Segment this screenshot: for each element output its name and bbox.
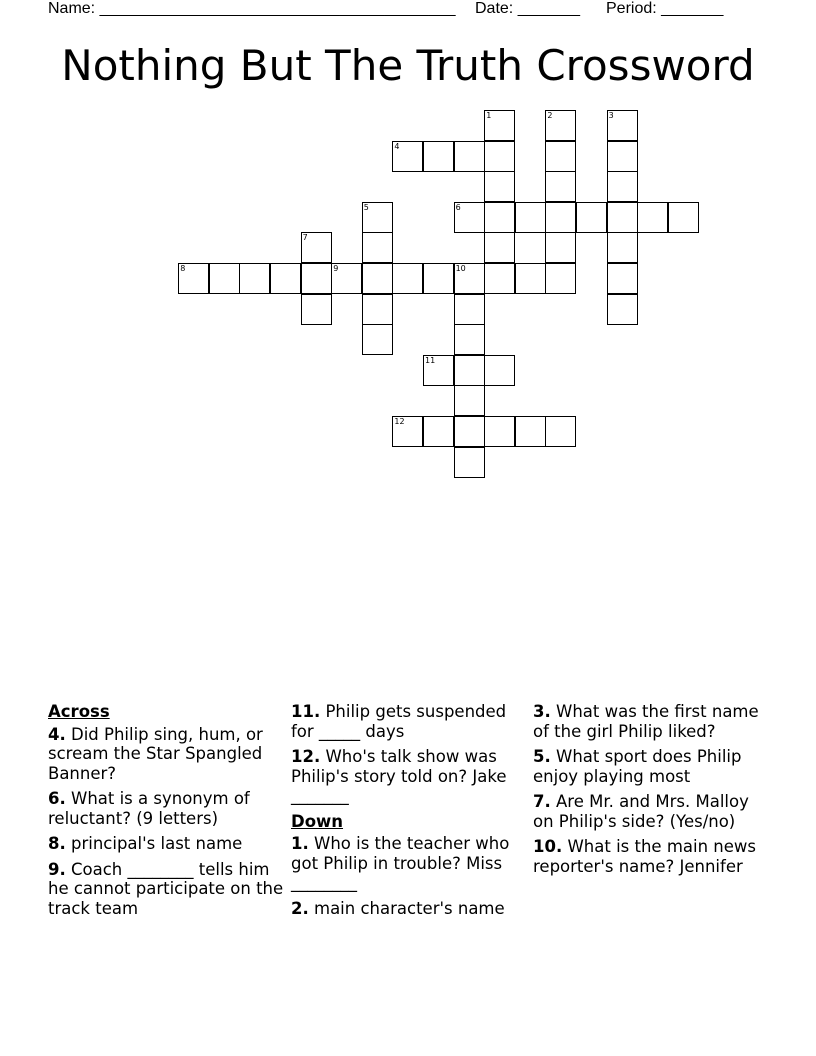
grid-cell[interactable] [454,141,485,172]
cell-number: 7 [302,233,308,243]
clue-text: Are Mr. and Mrs. Malloy on Philip's side? (Yes/no) [533,792,749,831]
clue-number: 11. [291,702,321,721]
grid-cell[interactable] [607,141,638,172]
grid-cell[interactable] [484,355,515,386]
clue-number: 2. [291,898,309,918]
cell-number: 1 [486,111,492,120]
cell-number: 10 [455,264,466,273]
grid-cell[interactable] [607,110,638,141]
grid-cell[interactable] [484,141,515,172]
clue-item [48,860,288,919]
clue-text: Who is the teacher who got Philip in trouble? Miss ________ [291,834,510,892]
clue-text: What sport does Philip enjoy playing most [533,747,742,786]
grid-cell[interactable] [484,202,515,233]
cell-number: 8 [180,264,186,273]
cell-number: 12 [394,417,405,426]
grid-cell[interactable] [454,447,485,478]
grid-cell[interactable] [423,141,454,172]
clue-number: 10. [533,837,563,856]
cell-number: 5 [363,202,369,212]
clues-column-1 [48,702,288,924]
clue-number: 1. [291,834,309,853]
grid-cell[interactable] [362,202,393,233]
clue-number: 9. [48,859,66,879]
grid-cell[interactable] [362,294,393,325]
clue-number: 12. [291,747,321,766]
grid-cell[interactable] [545,110,576,141]
clue-item [533,747,773,786]
grid-cell[interactable] [545,416,576,447]
cell-number: 9 [333,264,339,273]
grid-cell[interactable] [545,263,576,294]
grid-cell[interactable] [515,263,546,294]
clue-item [48,789,288,828]
grid-cell[interactable] [392,263,423,294]
grid-cell[interactable] [301,263,332,294]
grid-cell[interactable] [454,385,485,416]
clue-text: What is the main news reporter's name? Jennifer [533,837,757,876]
cell-number: 2 [547,111,553,120]
grid-cell[interactable] [362,232,393,263]
grid-cell[interactable] [607,263,638,294]
period-field-label[interactable]: Period: _______ [606,0,724,17]
grid-cell[interactable] [607,294,638,325]
grid-cell[interactable] [607,171,638,202]
crossword-grid [0,0,816,500]
grid-cell[interactable] [484,110,515,141]
clue-text: principal's last name [71,834,243,853]
clue-text: What was the first name of the girl Philip liked? [533,702,759,741]
cell-number: 11 [425,355,436,365]
clue-item [533,792,773,831]
grid-cell[interactable] [484,263,515,294]
grid-cell[interactable] [545,141,576,172]
grid-cell[interactable] [484,232,515,263]
grid-cell[interactable] [576,202,607,233]
clue-item [48,834,288,854]
grid-cell[interactable] [454,355,485,386]
clue-number: 4. [48,724,66,744]
clue-number: 3. [533,702,551,721]
grid-cell[interactable] [668,202,699,233]
grid-cell[interactable] [515,202,546,233]
grid-cell[interactable] [484,171,515,202]
clue-item [48,725,288,784]
clue-text: Did Philip sing, hum, or scream the Star Spangled Banner? [48,724,263,783]
grid-cell[interactable] [515,416,546,447]
clue-item [291,702,531,741]
clue-number: 8. [48,834,66,853]
cell-number: 6 [455,202,461,212]
grid-cell[interactable] [423,416,454,447]
cell-number: 3 [608,111,614,120]
page-title: Nothing But The Truth Crossword [61,41,755,90]
clue-number: 6. [48,789,66,808]
grid-cell[interactable] [331,263,362,294]
grid-cell[interactable] [607,232,638,263]
clues-column-3 [533,702,773,882]
grid-cell[interactable] [178,263,209,294]
grid-cell[interactable] [270,263,301,294]
clue-item [291,747,531,806]
clue-item [533,837,773,876]
clue-number: 7. [533,792,551,811]
down-heading: Down [291,811,344,831]
clue-text: Who's talk show was Philip's story told on? Jake _______ [291,747,507,805]
grid-cell[interactable] [545,202,576,233]
clue-item [291,899,531,919]
grid-cell[interactable] [362,324,393,355]
clue-item [291,834,531,893]
grid-cell[interactable] [454,263,485,294]
grid-cell[interactable] [392,416,423,447]
grid-cell[interactable] [607,202,638,233]
clues-column-2 [291,702,531,924]
grid-cell[interactable] [637,202,668,233]
grid-cell[interactable] [423,263,454,294]
grid-cell[interactable] [362,263,393,294]
cell-number: 4 [394,141,400,151]
clue-number: 5. [533,747,551,766]
clue-text: What is a synonym of reluctant? (9 letters) [48,789,250,828]
grid-cell[interactable] [484,416,515,447]
date-field-label[interactable]: Date: _______ [475,0,580,17]
clue-text: Coach ________ tells him he cannot participate on the track team [48,859,284,918]
grid-cell[interactable] [239,263,270,294]
across-heading: Across [48,702,110,721]
grid-cell[interactable] [545,171,576,202]
name-field-label[interactable]: Name: ________________________________________ [48,0,456,17]
grid-cell[interactable] [545,232,576,263]
grid-cell[interactable] [209,263,240,294]
grid-cell[interactable] [454,416,485,447]
grid-cell[interactable] [301,294,332,325]
grid-cell[interactable] [454,294,485,325]
grid-cell[interactable] [301,232,332,263]
clue-text: Philip gets suspended for _____ days [291,702,507,741]
grid-cell[interactable] [454,324,485,355]
grid-cell[interactable] [392,141,423,172]
clue-item [533,702,773,741]
grid-cell[interactable] [454,202,485,233]
clue-text: main character's name [314,898,505,918]
grid-cell[interactable] [423,355,454,386]
